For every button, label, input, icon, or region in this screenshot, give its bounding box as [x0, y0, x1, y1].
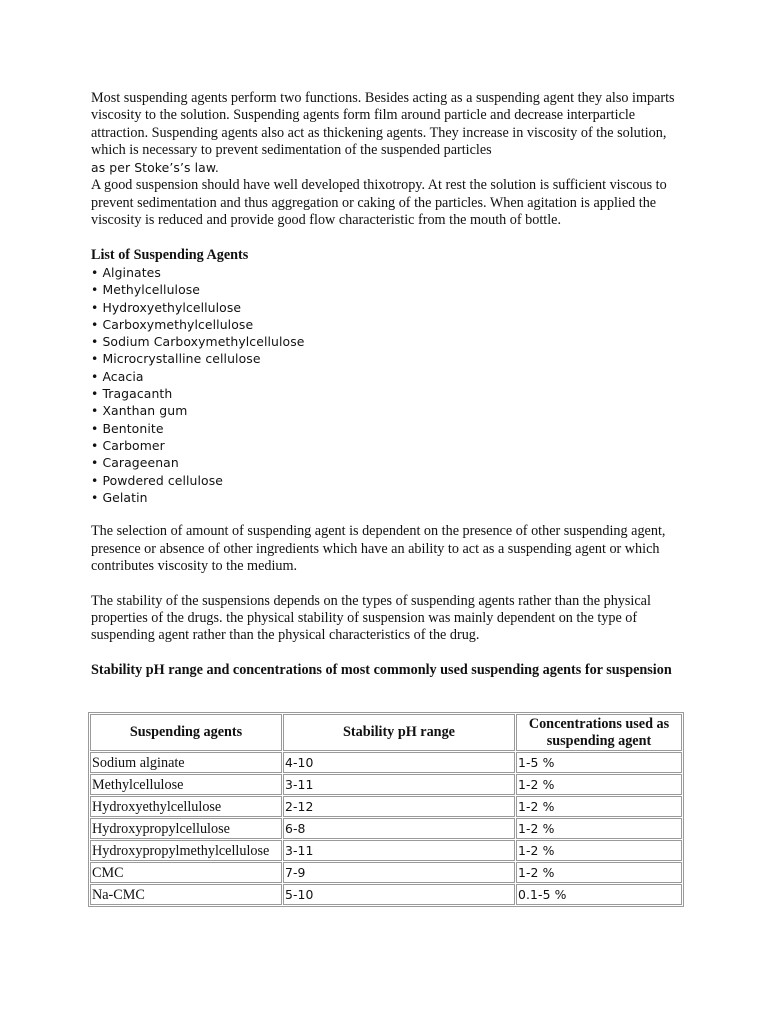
- list-heading: List of Suspending Agents: [91, 246, 249, 263]
- header-concentration: Concentrations used as suspending agent: [516, 714, 682, 751]
- list-item: • Sodium Carboxymethylcellulose: [91, 334, 305, 350]
- intro-paragraph: [91, 90, 691, 177]
- ph-cell: 4-10: [283, 752, 515, 773]
- table-row: [90, 752, 682, 773]
- table-row: [90, 884, 682, 905]
- list-item: • Powdered cellulose: [91, 472, 224, 488]
- selection-paragraph: The selection of amount of suspending agent is dependent on the presence of other suspending agent, presence or absence of other ingredients which have an ability to act as a suspending agent or which contributes viscosity to the medium.: [91, 523, 666, 575]
- list-item: • Methylcellulose: [91, 282, 201, 298]
- list-item: • Gelatin: [91, 489, 148, 505]
- table-header-row: [90, 714, 682, 751]
- list-item: • Carboxymethylcellulose: [91, 316, 254, 332]
- agent-cell: CMC: [90, 862, 282, 883]
- ph-cell: 6-8: [283, 818, 515, 839]
- ph-cell: 3-11: [283, 774, 515, 795]
- agent-cell: Hydroxypropylmethylcellulose: [90, 840, 282, 861]
- agent-cell: Sodium alginate: [90, 752, 282, 773]
- concentration-cell: 1-2 %: [516, 818, 682, 839]
- intro-text: Most suspending agents perform two functions. Besides acting as a suspending agent they also imparts viscosity to the solution. Suspending agents form film around particle and decrease interparticle attraction. Suspending agents also act as thickening agents. They increase in viscosity of the solution, which is necessary to prevent sedimentation of the suspended particles: [91, 90, 675, 158]
- agent-cell: Hydroxyethylcellulose: [90, 796, 282, 817]
- ph-cell: 5-10: [283, 884, 515, 905]
- list-item: • Xanthan gum: [91, 403, 188, 419]
- concentration-cell: 0.1-5 %: [516, 884, 682, 905]
- concentration-cell: 1-2 %: [516, 796, 682, 817]
- list-item: • Acacia: [91, 368, 144, 384]
- table-row: [90, 840, 682, 861]
- list-item: • Bentonite: [91, 420, 164, 436]
- concentration-cell: 1-2 %: [516, 862, 682, 883]
- list-item: • Microcrystalline cellulose: [91, 351, 261, 367]
- ph-cell: 3-11: [283, 840, 515, 861]
- list-item: • Carbomer: [91, 437, 165, 453]
- list-item: • Alginates: [91, 264, 161, 280]
- agent-cell: Methylcellulose: [90, 774, 282, 795]
- stability-paragraph: The stability of the suspensions depends on the types of suspending agents rather than the physical properties of the drugs. the physical stability of suspension was mainly dependent on the type of suspending agent rather than the physical characteristics of the drug.: [91, 592, 651, 644]
- header-suspending-agents: Suspending agents: [90, 714, 282, 751]
- agent-cell: Hydroxypropylcellulose: [90, 818, 282, 839]
- ph-cell: 7-9: [283, 862, 515, 883]
- header-ph-range: Stability pH range: [283, 714, 515, 751]
- intro-tail: as per Stoke’s’s law.: [91, 160, 219, 176]
- list-item: • Tragacanth: [91, 386, 173, 402]
- suspending-agents-list: [91, 264, 691, 506]
- ph-cell: 2-12: [283, 796, 515, 817]
- concentration-cell: 1-2 %: [516, 840, 682, 861]
- thixotropy-paragraph: A good suspension should have well developed thixotropy. At rest the solution is sufficient viscous to prevent sedimentation and thus aggregation or caking of the particles. When agitation is applied the viscosity is reduced and provide good flow characteristic from the mouth of bottle.: [91, 177, 667, 229]
- concentration-cell: 1-5 %: [516, 752, 682, 773]
- suspending-agents-table: [88, 712, 684, 907]
- table-row: [90, 818, 682, 839]
- document-body: [91, 90, 691, 679]
- list-item: • Hydroxyethylcellulose: [91, 299, 242, 315]
- list-item: • Carageenan: [91, 455, 179, 471]
- table-row: [90, 796, 682, 817]
- concentration-cell: 1-2 %: [516, 774, 682, 795]
- table-title: Stability pH range and concentrations of most commonly used suspending agents for suspension: [91, 661, 672, 678]
- table-row: [90, 862, 682, 883]
- table-row: [90, 774, 682, 795]
- agent-cell: Na-CMC: [90, 884, 282, 905]
